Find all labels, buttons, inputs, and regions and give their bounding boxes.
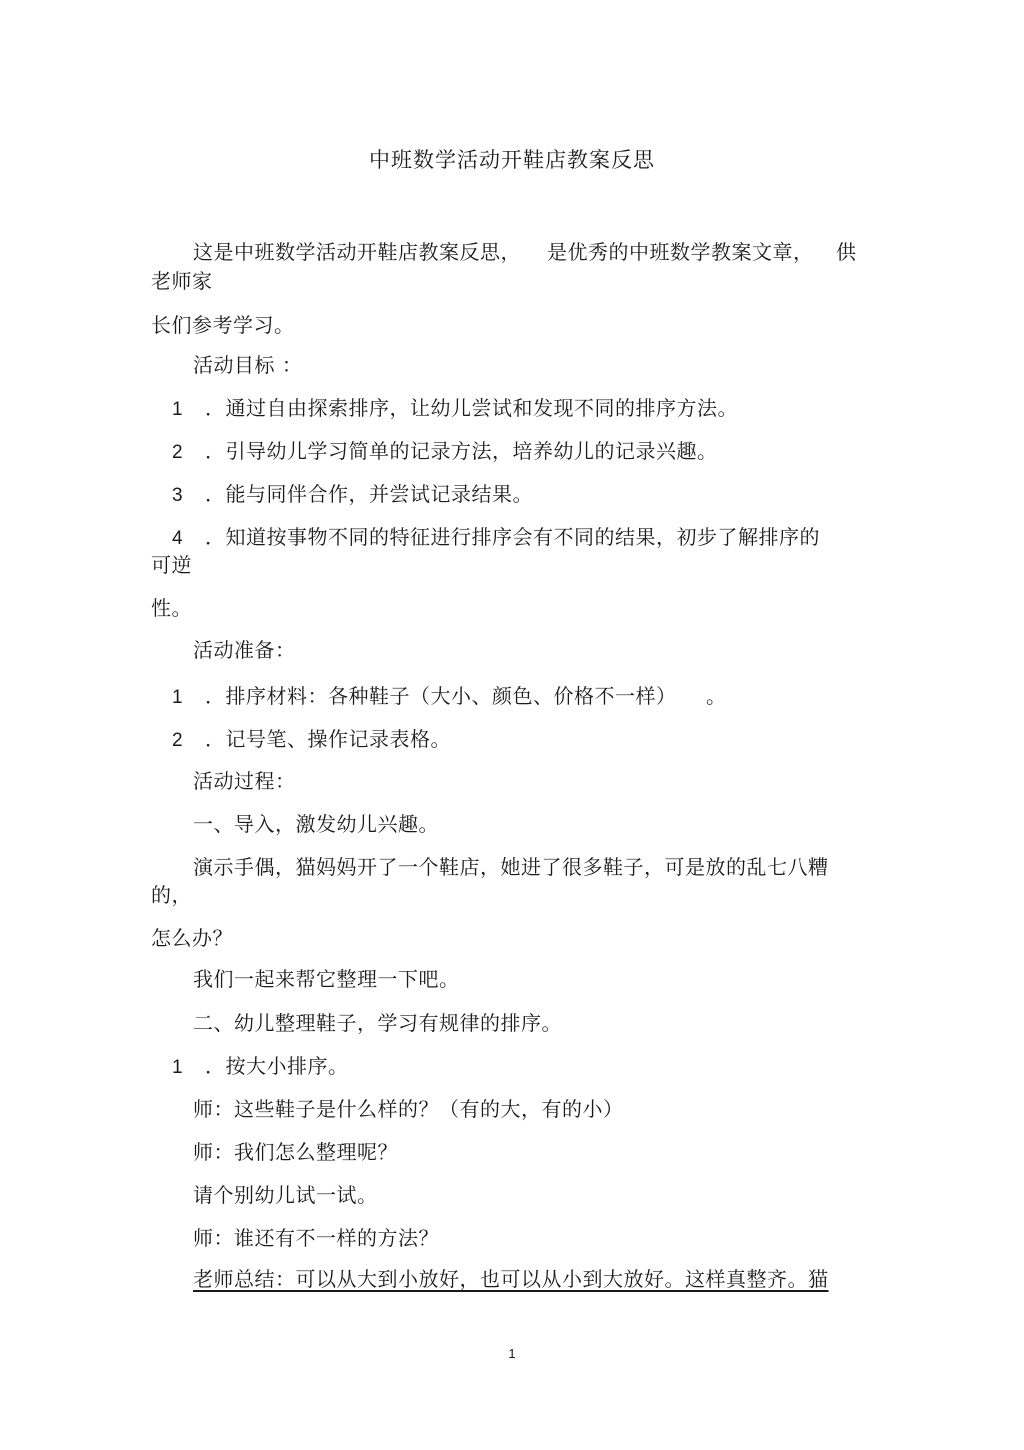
- step2-heading: 二、幼儿整理鞋子，学习有规律的排序。: [193, 1011, 562, 1035]
- goal-number: 3: [172, 485, 183, 506]
- step1-wrap2: 怎么办？: [151, 926, 233, 950]
- goal-text: ．知道按事物不同的特征进行排序会有不同的结果，初步了解排序的: [205, 525, 820, 549]
- prep-text: ．记号笔、操作记录表格。: [205, 727, 451, 751]
- dialog-line: 师：谁还有不一样的方法？: [193, 1226, 439, 1250]
- dialog-line: 师：这些鞋子是什么样的？（有的大，有的小）: [193, 1097, 624, 1121]
- intro-part2: 是优秀的中班数学教案文章，: [547, 240, 814, 264]
- prep-heading: 活动准备：: [193, 638, 296, 662]
- intro-part3: 供: [836, 240, 857, 264]
- goal-number: 2: [172, 442, 183, 463]
- step1-heading: 一、导入，激发幼儿兴趣。: [193, 812, 439, 836]
- prep-number: 1: [172, 687, 183, 708]
- goal-number: 1: [172, 399, 183, 420]
- intro-wrap1: 老师家: [151, 269, 213, 293]
- step1-text2: 我们一起来帮它整理一下吧。: [193, 967, 460, 991]
- step2-item-text: ．按大小排序。: [205, 1054, 349, 1078]
- goal-text: ．通过自由探索排序，让幼儿尝试和发现不同的排序方法。: [205, 396, 738, 420]
- goal-text: ．引导幼儿学习简单的记录方法，培养幼儿的记录兴趣。: [205, 439, 718, 463]
- step1-text: 演示手偶，猫妈妈开了一个鞋店，她进了很多鞋子，可是放的乱七八糟: [193, 855, 829, 879]
- prep-number: 2: [172, 730, 183, 751]
- process-heading: 活动过程：: [193, 769, 296, 793]
- intro-part1: 这是中班数学活动开鞋店教案反思，: [193, 240, 521, 264]
- page-number: 1: [508, 1346, 516, 1361]
- goal-wrap2: 性。: [151, 596, 192, 620]
- goal-wrap1: 可逆: [151, 553, 192, 577]
- step2-item-number: 1: [172, 1057, 183, 1078]
- goal-text: ．能与同伴合作，并尝试记录结果。: [205, 482, 533, 506]
- dialog-line: 师：我们怎么整理呢？: [193, 1140, 398, 1164]
- prep-text: ．排序材料：各种鞋子（大小、颜色、价格不一样）: [205, 684, 677, 708]
- step1-wrap1: 的，: [151, 883, 192, 907]
- goals-heading: 活动目标 ：: [193, 353, 303, 377]
- page-title: 中班数学活动开鞋店教案反思: [369, 148, 655, 172]
- dialog-line: 请个别幼儿试一试。: [193, 1183, 378, 1207]
- intro-wrap2: 长们参考学习。: [151, 313, 295, 337]
- summary-text: 老师总结：可以从大到小放好，也可以从小到大放好。这样真整齐。猫: [193, 1267, 829, 1291]
- prep-tail: 。: [706, 684, 727, 708]
- goal-number: 4: [172, 528, 183, 549]
